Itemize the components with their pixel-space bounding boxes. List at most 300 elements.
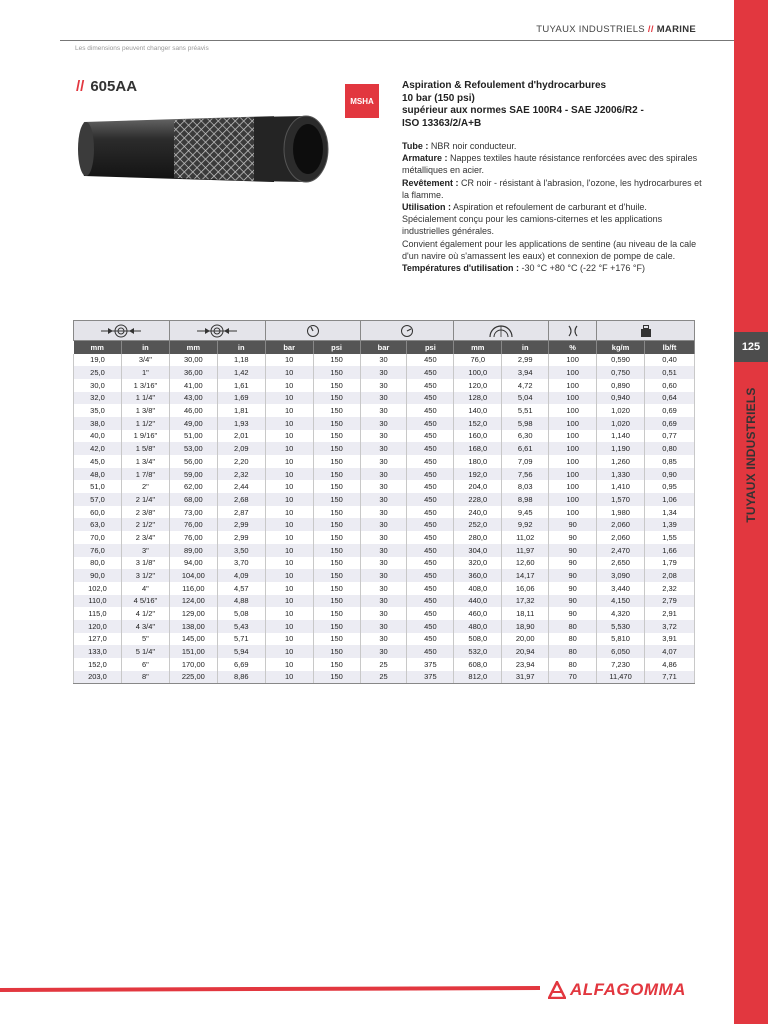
table-cell: 30 xyxy=(360,557,407,570)
product-title-block xyxy=(402,80,702,130)
table-cell: 170,00 xyxy=(169,658,217,671)
outer-diameter-icon xyxy=(169,321,265,341)
table-cell: 6,61 xyxy=(502,442,549,455)
table-cell: 1,020 xyxy=(597,404,645,417)
table-row xyxy=(74,557,695,570)
table-cell: 10 xyxy=(265,455,313,468)
table-cell: 11,97 xyxy=(502,544,549,557)
table-cell: 100 xyxy=(549,442,597,455)
table-cell: 70 xyxy=(549,671,597,684)
table-cell: 30 xyxy=(360,531,407,544)
icon-header-row xyxy=(74,321,695,341)
table-cell: 2,99 xyxy=(217,531,265,544)
table-cell: 7,71 xyxy=(645,671,695,684)
table-row xyxy=(74,506,695,519)
table-cell: 4,88 xyxy=(217,595,265,608)
table-cell: 4,150 xyxy=(597,595,645,608)
table-cell: 3,94 xyxy=(502,366,549,379)
table-cell: 150 xyxy=(313,506,360,519)
table-cell: 80 xyxy=(549,658,597,671)
table-cell: 450 xyxy=(407,468,454,481)
table-cell: 10 xyxy=(265,404,313,417)
table-cell: 30 xyxy=(360,442,407,455)
table-cell: 450 xyxy=(407,442,454,455)
table-cell: 1,18 xyxy=(217,354,265,367)
table-cell: 360,0 xyxy=(454,569,502,582)
table-cell: 375 xyxy=(407,658,454,671)
table-cell: 450 xyxy=(407,392,454,405)
desc-temperatures: Températures d'utilisation : -30 °C +80 °C (-22 °F +176 °F) xyxy=(402,263,645,274)
table-cell: 0,940 xyxy=(597,392,645,405)
unit-header-cell: mm xyxy=(454,341,502,354)
table-cell: 138,00 xyxy=(169,620,217,633)
table-cell: 150 xyxy=(313,455,360,468)
table-cell: 10 xyxy=(265,379,313,392)
table-cell: 10 xyxy=(265,518,313,531)
table-cell: 90 xyxy=(549,544,597,557)
product-title-line: 10 bar (150 psi) xyxy=(402,92,475,104)
table-cell: 30 xyxy=(360,518,407,531)
table-cell: 320,0 xyxy=(454,557,502,570)
table-cell: 90 xyxy=(549,557,597,570)
table-cell: 4,57 xyxy=(217,582,265,595)
table-cell: 7,09 xyxy=(502,455,549,468)
desc-utilisation: Utilisation : Aspiration et refoulement de carburant et d'huile. Spécialement conçu pour les camions-citernes et les applications industrielles générales. xyxy=(402,202,663,237)
table-cell: 150 xyxy=(313,671,360,684)
table-cell: 280,0 xyxy=(454,531,502,544)
table-cell: 0,51 xyxy=(645,366,695,379)
table-cell: 90 xyxy=(549,607,597,620)
table-row xyxy=(74,480,695,493)
table-cell: 450 xyxy=(407,480,454,493)
table-cell: 8,98 xyxy=(502,493,549,506)
table-cell: 8" xyxy=(121,671,169,684)
table-cell: 11,02 xyxy=(502,531,549,544)
table-cell: 127,0 xyxy=(74,633,122,646)
table-cell: 30 xyxy=(360,633,407,646)
table-cell: 2,32 xyxy=(217,468,265,481)
table-cell: 1,61 xyxy=(217,379,265,392)
table-cell: 30 xyxy=(360,366,407,379)
unit-header-cell: bar xyxy=(360,341,407,354)
table-cell: 450 xyxy=(407,569,454,582)
table-cell: 51,00 xyxy=(169,430,217,443)
table-cell: 1 3/4" xyxy=(121,455,169,468)
table-cell: 19,0 xyxy=(74,354,122,367)
table-cell: 60,0 xyxy=(74,506,122,519)
table-cell: 20,00 xyxy=(502,633,549,646)
table-cell: 30 xyxy=(360,404,407,417)
table-cell: 17,32 xyxy=(502,595,549,608)
table-cell: 375 xyxy=(407,671,454,684)
unit-header-cell: mm xyxy=(169,341,217,354)
table-cell: 408,0 xyxy=(454,582,502,595)
table-cell: 3,70 xyxy=(217,557,265,570)
table-cell: 180,0 xyxy=(454,455,502,468)
table-cell: 140,0 xyxy=(454,404,502,417)
table-cell: 4,86 xyxy=(645,658,695,671)
table-cell: 30 xyxy=(360,620,407,633)
table-cell: 16,06 xyxy=(502,582,549,595)
table-cell: 53,00 xyxy=(169,442,217,455)
table-cell: 2,060 xyxy=(597,531,645,544)
table-cell: 450 xyxy=(407,645,454,658)
table-cell: 76,00 xyxy=(169,518,217,531)
bend-radius-icon xyxy=(454,321,549,341)
table-cell: 1,06 xyxy=(645,493,695,506)
table-cell: 30 xyxy=(360,379,407,392)
table-cell: 25 xyxy=(360,671,407,684)
table-cell: 3 1/8" xyxy=(121,557,169,570)
table-cell: 0,60 xyxy=(645,379,695,392)
table-cell: 10 xyxy=(265,645,313,658)
table-cell: 36,00 xyxy=(169,366,217,379)
table-cell: 42,0 xyxy=(74,442,122,455)
table-cell: 0,77 xyxy=(645,430,695,443)
table-cell: 1 7/8" xyxy=(121,468,169,481)
table-cell: 5,94 xyxy=(217,645,265,658)
table-cell: 57,0 xyxy=(74,493,122,506)
table-cell: 133,0 xyxy=(74,645,122,658)
footer-accent-line xyxy=(0,986,540,994)
table-cell: 100,0 xyxy=(454,366,502,379)
table-cell: 450 xyxy=(407,493,454,506)
table-cell: 150 xyxy=(313,544,360,557)
table-cell: 1,93 xyxy=(217,417,265,430)
table-cell: 0,80 xyxy=(645,442,695,455)
product-title-line: Aspiration & Refoulement d'hydrocarbures xyxy=(402,80,607,91)
table-cell: 80 xyxy=(549,633,597,646)
table-cell: 1 1/4" xyxy=(121,392,169,405)
table-cell: 100 xyxy=(549,480,597,493)
table-cell: 1,570 xyxy=(597,493,645,506)
table-row xyxy=(74,620,695,633)
table-cell: 4,09 xyxy=(217,569,265,582)
table-cell: 10 xyxy=(265,430,313,443)
table-cell: 31,97 xyxy=(502,671,549,684)
table-cell: 304,0 xyxy=(454,544,502,557)
msha-badge: MSHA xyxy=(345,84,379,118)
table-cell: 45,0 xyxy=(74,455,122,468)
table-row xyxy=(74,442,695,455)
table-cell: 30 xyxy=(360,455,407,468)
table-cell: 150 xyxy=(313,468,360,481)
burst-pressure-gauge-icon xyxy=(360,321,454,341)
table-cell: 18,11 xyxy=(502,607,549,620)
table-cell: 100 xyxy=(549,468,597,481)
table-cell: 5,51 xyxy=(502,404,549,417)
table-cell: 7,230 xyxy=(597,658,645,671)
table-cell: 3,50 xyxy=(217,544,265,557)
table-cell: 10 xyxy=(265,557,313,570)
table-cell: 1 1/2" xyxy=(121,417,169,430)
table-cell: 450 xyxy=(407,366,454,379)
table-cell: 152,0 xyxy=(454,417,502,430)
table-cell: 145,00 xyxy=(169,633,217,646)
table-cell: 1,020 xyxy=(597,417,645,430)
table-cell: 30 xyxy=(360,468,407,481)
table-cell: 5,810 xyxy=(597,633,645,646)
table-cell: 2,09 xyxy=(217,442,265,455)
inner-diameter-icon xyxy=(74,321,170,341)
table-cell: 460,0 xyxy=(454,607,502,620)
unit-header-cell: psi xyxy=(313,341,360,354)
table-cell: 150 xyxy=(313,569,360,582)
table-cell: 1,980 xyxy=(597,506,645,519)
table-cell: 2,99 xyxy=(502,354,549,367)
table-cell: 68,00 xyxy=(169,493,217,506)
table-cell: 10 xyxy=(265,582,313,595)
table-cell: 150 xyxy=(313,354,360,367)
desc-tube: Tube : NBR noir conducteur. xyxy=(402,141,517,151)
table-cell: 6,69 xyxy=(217,658,265,671)
table-cell: 150 xyxy=(313,442,360,455)
table-cell: 3" xyxy=(121,544,169,557)
table-cell: 63,0 xyxy=(74,518,122,531)
unit-header-cell: in xyxy=(502,341,549,354)
vacuum-icon xyxy=(549,321,597,341)
table-cell: 94,00 xyxy=(169,557,217,570)
table-cell: 100 xyxy=(549,379,597,392)
table-cell: 3,440 xyxy=(597,582,645,595)
table-cell: 1,39 xyxy=(645,518,695,531)
table-cell: 90,0 xyxy=(74,569,122,582)
table-cell: 225,00 xyxy=(169,671,217,684)
table-row xyxy=(74,569,695,582)
table-cell: 3,72 xyxy=(645,620,695,633)
table-cell: 3,91 xyxy=(645,633,695,646)
table-cell: 4" xyxy=(121,582,169,595)
table-cell: 30,0 xyxy=(74,379,122,392)
table-cell: 30 xyxy=(360,417,407,430)
table-row xyxy=(74,379,695,392)
table-cell: 150 xyxy=(313,493,360,506)
table-cell: 104,00 xyxy=(169,569,217,582)
unit-header-cell: lb/ft xyxy=(645,341,695,354)
table-cell: 18,90 xyxy=(502,620,549,633)
product-description xyxy=(402,140,702,274)
table-cell: 0,69 xyxy=(645,404,695,417)
table-cell: 1" xyxy=(121,366,169,379)
table-cell: 43,00 xyxy=(169,392,217,405)
table-cell: 10 xyxy=(265,442,313,455)
table-cell: 48,0 xyxy=(74,468,122,481)
table-row xyxy=(74,354,695,367)
table-row xyxy=(74,544,695,557)
table-cell: 100 xyxy=(549,354,597,367)
table-cell: 4,72 xyxy=(502,379,549,392)
table-row xyxy=(74,518,695,531)
table-cell: 59,00 xyxy=(169,468,217,481)
brand-name: ALFAGOMMA xyxy=(570,980,686,999)
table-cell: 150 xyxy=(313,518,360,531)
table-cell: 100 xyxy=(549,506,597,519)
table-cell: 812,0 xyxy=(454,671,502,684)
table-row xyxy=(74,366,695,379)
table-cell: 90 xyxy=(549,582,597,595)
table-cell: 25,0 xyxy=(74,366,122,379)
table-cell: 0,890 xyxy=(597,379,645,392)
table-cell: 450 xyxy=(407,430,454,443)
table-cell: 450 xyxy=(407,607,454,620)
table-cell: 80,0 xyxy=(74,557,122,570)
table-row xyxy=(74,455,695,468)
unit-header-cell: % xyxy=(549,341,597,354)
table-cell: 1,81 xyxy=(217,404,265,417)
desc-sentine: Convient également pour les applications de sentine (au niveau de la cale d'un navire où s'amassent les eaux) et connexion de pompe de cale. xyxy=(402,238,697,261)
table-cell: 30,00 xyxy=(169,354,217,367)
table-cell: 151,00 xyxy=(169,645,217,658)
table-cell: 10 xyxy=(265,354,313,367)
table-cell: 150 xyxy=(313,595,360,608)
table-cell: 2,20 xyxy=(217,455,265,468)
header-divider xyxy=(60,40,734,41)
table-cell: 4 5/16" xyxy=(121,595,169,608)
table-cell: 0,750 xyxy=(597,366,645,379)
table-cell: 102,0 xyxy=(74,582,122,595)
table-cell: 0,64 xyxy=(645,392,695,405)
table-cell: 5,530 xyxy=(597,620,645,633)
table-cell: 150 xyxy=(313,620,360,633)
table-row xyxy=(74,607,695,620)
table-cell: 2,32 xyxy=(645,582,695,595)
table-cell: 2,68 xyxy=(217,493,265,506)
table-cell: 2" xyxy=(121,480,169,493)
table-cell: 30 xyxy=(360,595,407,608)
table-cell: 10 xyxy=(265,658,313,671)
table-cell: 608,0 xyxy=(454,658,502,671)
table-cell: 150 xyxy=(313,430,360,443)
table-cell: 450 xyxy=(407,404,454,417)
table-cell: 90 xyxy=(549,518,597,531)
product-code-value: 605AA xyxy=(90,78,138,95)
table-cell: 32,0 xyxy=(74,392,122,405)
table-cell: 192,0 xyxy=(454,468,502,481)
table-cell: 30 xyxy=(360,607,407,620)
product-code xyxy=(76,78,137,95)
table-cell: 3,090 xyxy=(597,569,645,582)
table-cell: 252,0 xyxy=(454,518,502,531)
table-cell: 150 xyxy=(313,658,360,671)
page-number: 125 xyxy=(734,332,768,362)
table-cell: 2,87 xyxy=(217,506,265,519)
table-cell: 6,30 xyxy=(502,430,549,443)
table-cell: 62,00 xyxy=(169,480,217,493)
table-cell: 25 xyxy=(360,658,407,671)
table-cell: 0,40 xyxy=(645,354,695,367)
table-cell: 14,17 xyxy=(502,569,549,582)
table-cell: 40,0 xyxy=(74,430,122,443)
table-cell: 1,34 xyxy=(645,506,695,519)
table-cell: 80 xyxy=(549,645,597,658)
table-cell: 2 1/4" xyxy=(121,493,169,506)
table-cell: 5" xyxy=(121,633,169,646)
table-cell: 168,0 xyxy=(454,442,502,455)
unit-header-cell: mm xyxy=(74,341,122,354)
table-cell: 450 xyxy=(407,544,454,557)
header-breadcrumb xyxy=(536,24,696,35)
table-cell: 10 xyxy=(265,531,313,544)
table-cell: 203,0 xyxy=(74,671,122,684)
table-cell: 30 xyxy=(360,544,407,557)
table-cell: 10 xyxy=(265,620,313,633)
table-cell: 4,07 xyxy=(645,645,695,658)
table-cell: 1,42 xyxy=(217,366,265,379)
units-header-row xyxy=(74,341,695,354)
table-cell: 150 xyxy=(313,404,360,417)
table-cell: 9,45 xyxy=(502,506,549,519)
table-cell: 9,92 xyxy=(502,518,549,531)
table-cell: 30 xyxy=(360,392,407,405)
table-cell: 10 xyxy=(265,633,313,646)
table-cell: 0,85 xyxy=(645,455,695,468)
table-cell: 0,90 xyxy=(645,468,695,481)
table-cell: 450 xyxy=(407,354,454,367)
table-cell: 73,00 xyxy=(169,506,217,519)
table-row xyxy=(74,468,695,481)
table-cell: 5,43 xyxy=(217,620,265,633)
table-cell: 2,44 xyxy=(217,480,265,493)
table-cell: 160,0 xyxy=(454,430,502,443)
table-cell: 30 xyxy=(360,645,407,658)
table-cell: 10 xyxy=(265,544,313,557)
desc-armature: Armature : Nappes textiles haute résistance renforcées avec des spirales métalliques en acier. xyxy=(402,153,698,176)
table-cell: 30 xyxy=(360,430,407,443)
table-cell: 450 xyxy=(407,506,454,519)
table-cell: 450 xyxy=(407,518,454,531)
table-cell: 10 xyxy=(265,671,313,684)
weight-icon xyxy=(597,321,695,341)
table-cell: 2,060 xyxy=(597,518,645,531)
table-cell: 1 3/16" xyxy=(121,379,169,392)
table-cell: 5 1/4" xyxy=(121,645,169,658)
table-cell: 3/4" xyxy=(121,354,169,367)
table-cell: 100 xyxy=(549,417,597,430)
table-row xyxy=(74,582,695,595)
table-cell: 450 xyxy=(407,557,454,570)
table-cell: 10 xyxy=(265,506,313,519)
table-cell: 3 1/2" xyxy=(121,569,169,582)
table-cell: 150 xyxy=(313,645,360,658)
brand-logo xyxy=(548,980,686,1000)
table-cell: 2 1/2" xyxy=(121,518,169,531)
table-cell: 4,320 xyxy=(597,607,645,620)
table-cell: 89,00 xyxy=(169,544,217,557)
unit-header-cell: in xyxy=(121,341,169,354)
table-row xyxy=(74,493,695,506)
table-cell: 2,79 xyxy=(645,595,695,608)
table-cell: 6,050 xyxy=(597,645,645,658)
table-cell: 30 xyxy=(360,582,407,595)
table-cell: 1,190 xyxy=(597,442,645,455)
table-cell: 150 xyxy=(313,366,360,379)
table-cell: 1,66 xyxy=(645,544,695,557)
table-cell: 90 xyxy=(549,531,597,544)
spec-table xyxy=(73,320,695,684)
table-cell: 150 xyxy=(313,557,360,570)
table-cell: 150 xyxy=(313,582,360,595)
table-cell: 46,00 xyxy=(169,404,217,417)
table-cell: 35,0 xyxy=(74,404,122,417)
table-cell: 56,00 xyxy=(169,455,217,468)
table-cell: 76,00 xyxy=(169,531,217,544)
table-row xyxy=(74,645,695,658)
table-cell: 1,410 xyxy=(597,480,645,493)
table-cell: 30 xyxy=(360,506,407,519)
table-cell: 10 xyxy=(265,595,313,608)
table-cell: 204,0 xyxy=(454,480,502,493)
table-row xyxy=(74,658,695,671)
